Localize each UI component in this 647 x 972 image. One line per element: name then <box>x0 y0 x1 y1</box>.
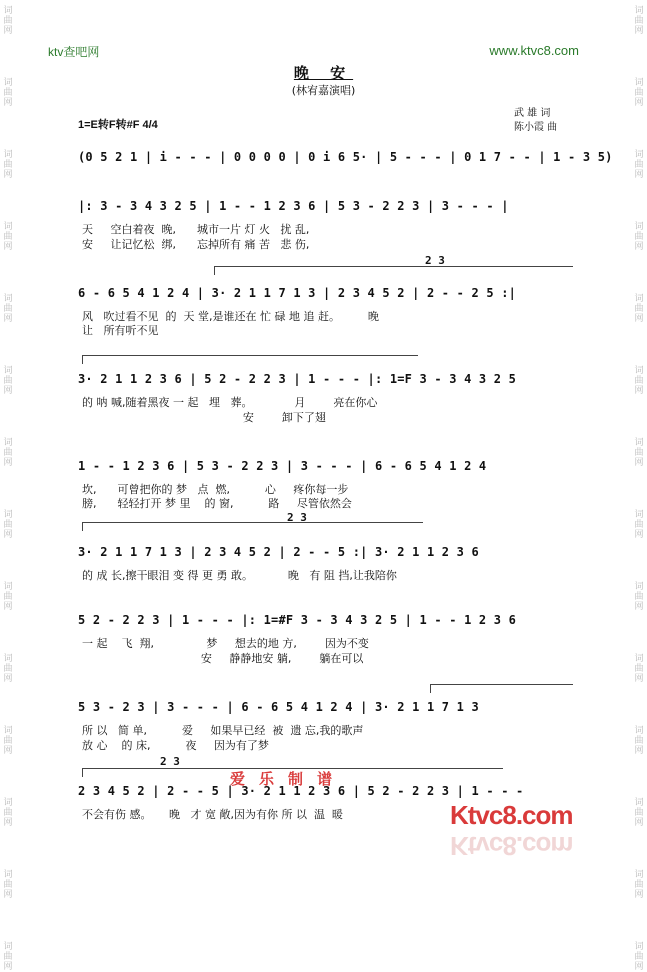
side-watermark-glyph: 词 <box>3 942 13 952</box>
lyric-row-7-verse-1: 一 起 飞 翔, 梦 想去的地 方, 因为不变 <box>82 637 369 650</box>
lyric-row-4-verse-1: 的 呐 喊,随着黑夜 一 起 埋 葬。 月 亮在你心 <box>82 396 378 409</box>
side-watermark-glyph: 网 <box>634 314 644 324</box>
side-watermark-glyph: 词 <box>634 942 644 952</box>
side-watermark-glyph: 网 <box>3 458 13 468</box>
side-watermark-glyph: 网 <box>3 170 13 180</box>
volta-bracket <box>430 684 573 693</box>
side-watermark-block <box>634 870 643 900</box>
side-watermark-glyph: 网 <box>634 746 644 756</box>
side-watermark-glyph: 曲 <box>634 160 644 170</box>
side-watermark-block <box>634 6 643 36</box>
lyric-row-7-verse-2: 安 静静地安 躺, 躺在可以 <box>82 652 364 665</box>
side-watermark-glyph: 曲 <box>634 520 644 530</box>
side-watermark-glyph: 网 <box>3 890 13 900</box>
side-watermark-block <box>634 366 643 396</box>
side-watermark-block <box>3 654 12 684</box>
site-watermark-reflection-text: Ktvc8.com <box>450 831 573 861</box>
side-watermark-block <box>634 582 643 612</box>
volta-bracket <box>214 266 573 275</box>
side-watermark-glyph: 曲 <box>3 952 13 962</box>
side-watermark-glyph: 曲 <box>634 304 644 314</box>
side-watermark-block <box>634 438 643 468</box>
side-watermark-glyph: 词 <box>3 366 13 376</box>
lyric-row-4-verse-2: 安 卸下了翅 <box>82 411 326 424</box>
notation-row-5: 1 - - 1 2 3 6 | 5 3 - 2 2 3 | 3 - - - | 6 - 6 5 4 1 2 4 <box>78 459 487 473</box>
lyric-row-2-verse-1: 天 空白着夜 晚, 城市一片 灯 火 扰 乱, <box>82 223 310 236</box>
right-watermark-strip <box>632 0 646 972</box>
side-watermark-glyph: 词 <box>3 582 13 592</box>
left-watermark-strip <box>1 0 15 972</box>
side-watermark-glyph: 词 <box>3 654 13 664</box>
side-watermark-block <box>634 294 643 324</box>
side-watermark-glyph: 曲 <box>634 664 644 674</box>
side-watermark-glyph: 曲 <box>634 952 644 962</box>
lyric-row-3-verse-2: 让 所有听不见 <box>82 324 159 337</box>
side-watermark-glyph: 曲 <box>3 304 13 314</box>
side-watermark-glyph: 词 <box>634 78 644 88</box>
site-watermark-reflection <box>450 830 573 861</box>
side-watermark-glyph: 词 <box>3 438 13 448</box>
side-watermark-block <box>3 294 12 324</box>
side-watermark-glyph: 曲 <box>3 808 13 818</box>
side-watermark-block <box>3 6 12 36</box>
side-watermark-glyph: 词 <box>3 726 13 736</box>
side-watermark-glyph: 网 <box>3 386 13 396</box>
notation-row-2: |: 3 - 3 4 3 2 5 | 1 - - 1 2 3 6 | 5 3 - 2 2 3 | 3 - - - | <box>78 199 509 213</box>
side-watermark-glyph: 词 <box>634 366 644 376</box>
side-watermark-glyph: 曲 <box>3 736 13 746</box>
side-watermark-glyph: 曲 <box>634 376 644 386</box>
notation-row-4: 3· 2 1 1 2 3 6 | 5 2 - 2 2 3 | 1 - - - |: 1=F 3 - 3 4 3 2 5 <box>78 372 517 386</box>
song-title: 晚 安 <box>293 64 354 82</box>
side-watermark-glyph: 网 <box>634 26 644 36</box>
side-watermark-glyph: 网 <box>3 962 13 972</box>
side-watermark-glyph: 网 <box>634 962 644 972</box>
side-watermark-block <box>3 942 12 972</box>
side-watermark-glyph: 网 <box>3 98 13 108</box>
volta-bracket <box>82 522 423 531</box>
side-watermark-glyph: 词 <box>634 6 644 16</box>
side-watermark-glyph: 网 <box>634 674 644 684</box>
lyricist-credit: 武 雄 词 <box>514 108 551 119</box>
side-watermark-glyph: 网 <box>3 530 13 540</box>
site-url-right[interactable]: www.ktvc8.com <box>489 43 579 58</box>
side-watermark-block <box>634 942 643 972</box>
side-watermark-glyph: 词 <box>634 150 644 160</box>
side-watermark-glyph: 网 <box>634 170 644 180</box>
side-watermark-block <box>3 726 12 756</box>
side-watermark-glyph: 词 <box>3 6 13 16</box>
side-watermark-block <box>3 510 12 540</box>
side-watermark-glyph: 词 <box>634 582 644 592</box>
volta-bracket <box>82 355 418 364</box>
side-watermark-glyph: 网 <box>634 602 644 612</box>
side-watermark-glyph: 曲 <box>3 448 13 458</box>
lyric-row-8-verse-2: 放 心 的 床, 夜 因为有了梦 <box>82 739 269 752</box>
side-watermark-block <box>3 870 12 900</box>
side-watermark-glyph: 曲 <box>3 16 13 26</box>
side-watermark-block <box>634 726 643 756</box>
song-subtitle: (林宥嘉演唱) <box>291 84 356 97</box>
side-watermark-glyph: 网 <box>634 98 644 108</box>
side-watermark-block <box>3 222 12 252</box>
lyric-row-8-verse-1: 所 以 简 单, 爱 如果早已经 被 遗 忘,我的歌声 <box>82 724 364 737</box>
side-watermark-glyph: 曲 <box>3 88 13 98</box>
side-watermark-glyph: 曲 <box>3 664 13 674</box>
ending-notes-1: 2 3 <box>425 254 445 267</box>
side-watermark-glyph: 曲 <box>634 88 644 98</box>
side-watermark-glyph: 网 <box>3 746 13 756</box>
notation-row-1: (0 5 2 1 | i - - - | 0 0 0 0 | 0 i 6 5· | 5 - - - | 0 1 7 - - | 1 - 3 5) <box>78 150 613 164</box>
ending-notes-3: 2 3 <box>160 755 180 768</box>
side-watermark-glyph: 网 <box>634 458 644 468</box>
ending-notes-2: 2 3 <box>287 511 307 524</box>
composer-credit: 陈小霞 曲 <box>514 122 558 133</box>
side-watermark-glyph: 曲 <box>634 448 644 458</box>
side-watermark-block <box>3 582 12 612</box>
side-watermark-block <box>3 798 12 828</box>
side-watermark-glyph: 网 <box>634 818 644 828</box>
side-watermark-glyph: 曲 <box>3 592 13 602</box>
side-watermark-glyph: 曲 <box>634 16 644 26</box>
side-watermark-glyph: 网 <box>3 818 13 828</box>
side-watermark-glyph: 曲 <box>3 520 13 530</box>
lyric-row-9-verse-1: 不会有伤 感。 晚 才 宽 敞,因为有你 所 以 温 暖 <box>82 808 343 821</box>
side-watermark-glyph: 词 <box>3 78 13 88</box>
side-watermark-glyph: 词 <box>634 510 644 520</box>
side-watermark-glyph: 词 <box>3 150 13 160</box>
side-watermark-glyph: 网 <box>634 530 644 540</box>
side-watermark-glyph: 词 <box>634 294 644 304</box>
site-name-left[interactable]: ktv查吧网 <box>48 45 100 59</box>
side-watermark-glyph: 曲 <box>634 736 644 746</box>
side-watermark-glyph: 词 <box>3 222 13 232</box>
notation-row-8: 5 3 - 2 3 | 3 - - - | 6 - 6 5 4 1 2 4 | 3· 2 1 1 7 1 3 <box>78 700 479 714</box>
side-watermark-glyph: 词 <box>634 438 644 448</box>
side-watermark-block <box>3 438 12 468</box>
notation-row-3: 6 - 6 5 4 1 2 4 | 3· 2 1 1 7 1 3 | 2 3 4 5 2 | 2 - - 2 5 :| <box>78 286 517 300</box>
side-watermark-glyph: 网 <box>634 242 644 252</box>
lyric-row-3-verse-1: 风 吹过看不见 的 天 堂,是谁还在 忙 碌 地 追 赶。 晚 <box>82 310 379 323</box>
side-watermark-glyph: 网 <box>3 26 13 36</box>
side-watermark-glyph: 网 <box>3 674 13 684</box>
notation-row-6: 3· 2 1 1 7 1 3 | 2 3 4 5 2 | 2 - - 5 :| 3· 2 1 1 2 3 6 <box>78 545 479 559</box>
side-watermark-glyph: 网 <box>634 386 644 396</box>
side-watermark-glyph: 曲 <box>3 880 13 890</box>
side-watermark-block <box>634 222 643 252</box>
lyric-row-5-verse-2: 膀, 轻轻打开 梦 里 的 窗, 路 尽管依然会 <box>82 497 352 510</box>
side-watermark-glyph: 词 <box>3 870 13 880</box>
lyric-row-6-verse-1: 的 成 长,擦干眼泪 变 得 更 勇 敢。 晚 有 阻 挡,让我陪你 <box>82 569 397 582</box>
side-watermark-glyph: 词 <box>3 798 13 808</box>
side-watermark-glyph: 曲 <box>3 232 13 242</box>
side-watermark-block <box>634 654 643 684</box>
side-watermark-glyph: 词 <box>634 870 644 880</box>
side-watermark-block <box>634 150 643 180</box>
side-watermark-glyph: 曲 <box>634 592 644 602</box>
side-watermark-block <box>634 798 643 828</box>
notation-row-9: 2 3 4 5 2 | 2 - - 5 | 3· 2 1 1 2 3 6 | 5 2 - 2 2 3 | 1 - - - <box>78 784 524 798</box>
side-watermark-glyph: 曲 <box>634 808 644 818</box>
brand-watermark: 爱乐制谱 <box>230 770 347 788</box>
side-watermark-glyph: 曲 <box>634 880 644 890</box>
side-watermark-glyph: 词 <box>634 798 644 808</box>
side-watermark-glyph: 网 <box>3 602 13 612</box>
side-watermark-glyph: 网 <box>3 242 13 252</box>
side-watermark-glyph: 曲 <box>3 376 13 386</box>
side-watermark-glyph: 曲 <box>3 160 13 170</box>
side-watermark-block <box>3 150 12 180</box>
lyric-row-5-verse-1: 坎, 可曾把你的 梦 点 燃, 心 疼你每一步 <box>82 483 349 496</box>
side-watermark-glyph: 网 <box>634 890 644 900</box>
notation-row-7: 5 2 - 2 2 3 | 1 - - - |: 1=#F 3 - 3 4 3 2 5 | 1 - - 1 2 3 6 <box>78 613 517 627</box>
site-watermark-logo: Ktvc8.com <box>450 800 573 830</box>
side-watermark-block <box>3 366 12 396</box>
side-watermark-block <box>634 510 643 540</box>
side-watermark-glyph: 词 <box>3 294 13 304</box>
side-watermark-glyph: 词 <box>3 510 13 520</box>
side-watermark-glyph: 网 <box>3 314 13 324</box>
side-watermark-glyph: 曲 <box>634 232 644 242</box>
side-watermark-glyph: 词 <box>634 654 644 664</box>
side-watermark-glyph: 词 <box>634 222 644 232</box>
key-signature: 1=E转F转#F 4/4 <box>78 119 158 131</box>
side-watermark-glyph: 词 <box>634 726 644 736</box>
lyric-row-2-verse-2: 安 让记忆松 绑, 忘掉所有 痛 苦 悲 伤, <box>82 238 310 251</box>
